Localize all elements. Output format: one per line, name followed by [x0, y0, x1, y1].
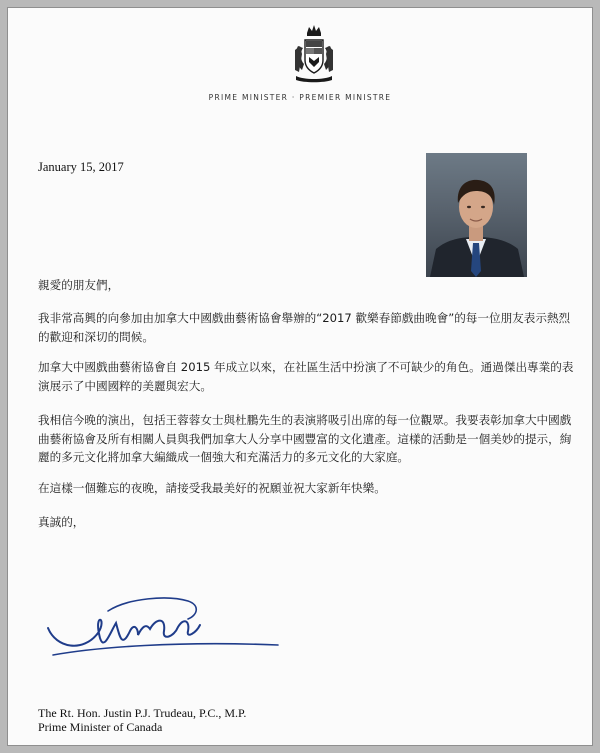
portrait-photo — [426, 153, 527, 277]
signer-title: Prime Minister of Canada — [38, 720, 163, 734]
paragraph-4: 在這樣一個難忘的夜晚，請接受我最美好的祝願並祝大家新年快樂。 — [38, 481, 386, 495]
salutation: 親愛的朋友們， — [38, 278, 120, 292]
signer-block — [38, 706, 246, 734]
signer-name: The Rt. Hon. Justin P.J. Trudeau, P.C., M.P. — [38, 706, 247, 720]
paragraph-1: 我非常高興的向參加由加拿大中國戲曲藝術協會舉辦的“2017 歡樂春節戲曲晚會”的每一位朋友表示熱烈的歡迎和深切的問候。 — [38, 311, 571, 344]
handwritten-signature — [38, 593, 298, 678]
letter-date: January 15, 2017 — [38, 160, 124, 174]
office-title: PRIME MINISTER · PREMIER MINISTRE — [208, 93, 392, 102]
closing: 真誠的， — [38, 515, 85, 529]
paragraph-3: 我相信今晚的演出，包括王蓉蓉女士與杜鵬先生的表演將吸引出席的每一位觀眾。我要表彰加拿大中國戲曲藝術協會及所有相關人員與我們加拿大人分享中國豐富的文化遺產。這樣的活動是一個美妙的提示，絢麗的多元文化將加拿大編織成一個強大和充滿活力的多元文化的大家庭。 — [38, 413, 572, 464]
paragraph-2: 加拿大中國戲曲藝術協會自 2015 年成立以來，在社區生活中扮演了不可缺少的角色。通過傑出專業的表演展示了中國國粹的美麗與宏大。 — [38, 360, 574, 393]
letter-page — [7, 7, 593, 746]
coat-of-arms-icon — [290, 24, 338, 84]
portrait-illustration — [426, 153, 527, 277]
